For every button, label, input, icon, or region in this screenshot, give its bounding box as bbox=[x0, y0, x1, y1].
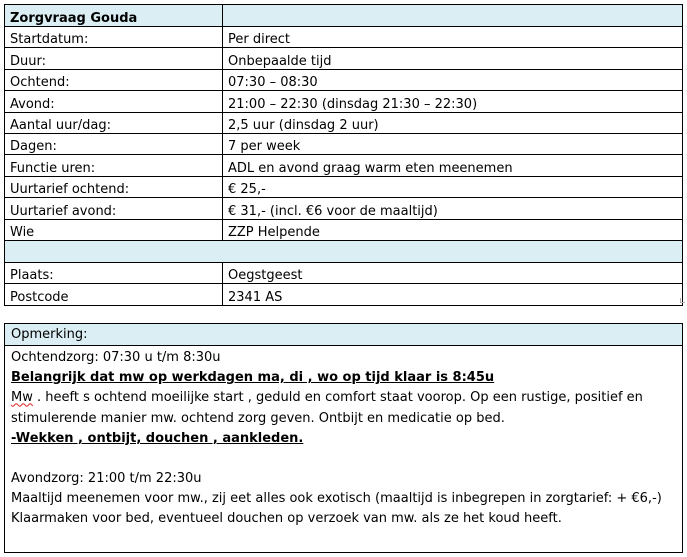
table-row bbox=[5, 91, 683, 112]
row-value: Per direct bbox=[223, 27, 683, 48]
remarks-line bbox=[11, 388, 682, 408]
remarks-body bbox=[5, 346, 682, 530]
row-label: Wie bbox=[5, 219, 223, 240]
row-value: ADL en avond graag warm eten meenemen bbox=[223, 155, 683, 176]
row-label: Avond: bbox=[5, 91, 223, 112]
table-row bbox=[5, 176, 683, 197]
row-label: Plaats: bbox=[5, 262, 223, 283]
table-title: Zorgvraag Gouda bbox=[5, 5, 223, 27]
spellcheck-word: Mw bbox=[11, 390, 33, 406]
table-row bbox=[5, 262, 683, 283]
remarks-box bbox=[4, 323, 683, 553]
morning-care-time: Ochtendzorg: 07:30 u t/m 8:30u bbox=[11, 350, 221, 365]
row-value: 7 per week bbox=[223, 133, 683, 154]
table-row bbox=[5, 155, 683, 176]
table-row bbox=[5, 198, 683, 219]
evening-care-time: Avondzorg: 21:00 t/m 22:30u bbox=[11, 471, 202, 487]
remarks-line-text: . heeft s ochtend moeilijke start , geduld en comfort staat voorop. Op een rustige, positief en bbox=[32, 390, 643, 406]
meal-note: Maaltijd meenemen voor mw., zij eet alles ook exotisch (maaltijd is inbegrepen in zorgtarief: + €6,-) bbox=[11, 491, 662, 507]
table-row bbox=[5, 284, 683, 305]
table-row bbox=[5, 112, 683, 133]
separator-cell bbox=[5, 240, 683, 262]
row-value: Oegstgeest bbox=[223, 262, 683, 283]
row-label: Ochtend: bbox=[5, 69, 223, 90]
table-header-blank bbox=[223, 5, 683, 27]
table-separator-row bbox=[5, 240, 683, 262]
row-label: Startdatum: bbox=[5, 27, 223, 48]
row-label: Dagen: bbox=[5, 133, 223, 154]
bedtime-note: Klaarmaken voor bed, eventueel douchen op verzoek van mw. als ze het koud heeft. bbox=[11, 511, 562, 527]
blank-line bbox=[11, 449, 682, 469]
table-row bbox=[5, 27, 683, 48]
remarks-heading: Opmerking: bbox=[5, 324, 682, 346]
important-notice: Belangrijk dat mw op werkdagen ma, di , wo op tijd klaar is 8:45u bbox=[11, 370, 495, 386]
row-value: € 25,- bbox=[223, 176, 683, 197]
table-row bbox=[5, 48, 683, 69]
row-label: Aantal uur/dag: bbox=[5, 112, 223, 133]
row-label: Uurtarief ochtend: bbox=[5, 176, 223, 197]
table-row bbox=[5, 133, 683, 154]
row-label: Postcode bbox=[5, 284, 223, 305]
row-value: 2,5 uur (dinsdag 2 uur) bbox=[223, 112, 683, 133]
row-value: 21:00 – 22:30 (dinsdag 21:30 – 22:30) bbox=[223, 91, 683, 112]
care-request-table bbox=[4, 4, 683, 306]
row-label: Duur: bbox=[5, 48, 223, 69]
end-of-table-marker bbox=[680, 298, 685, 303]
row-value: 2341 AS bbox=[223, 284, 683, 305]
row-value: ZZP Helpende bbox=[223, 219, 683, 240]
table-header-row bbox=[5, 5, 683, 27]
row-value: 07:30 – 08:30 bbox=[223, 69, 683, 90]
task-list: -Wekken , ontbijt, douchen , aankleden. bbox=[11, 430, 304, 446]
table-row bbox=[5, 219, 683, 240]
remarks-line: stimulerende manier mw. ochtend zorg geven. Ontbijt en medicatie op bed. bbox=[11, 410, 505, 426]
row-value: Onbepaalde tijd bbox=[223, 48, 683, 69]
table-row bbox=[5, 69, 683, 90]
row-value: € 31,- (incl. €6 voor de maaltijd) bbox=[223, 198, 683, 219]
row-label: Functie uren: bbox=[5, 155, 223, 176]
row-label: Uurtarief avond: bbox=[5, 198, 223, 219]
